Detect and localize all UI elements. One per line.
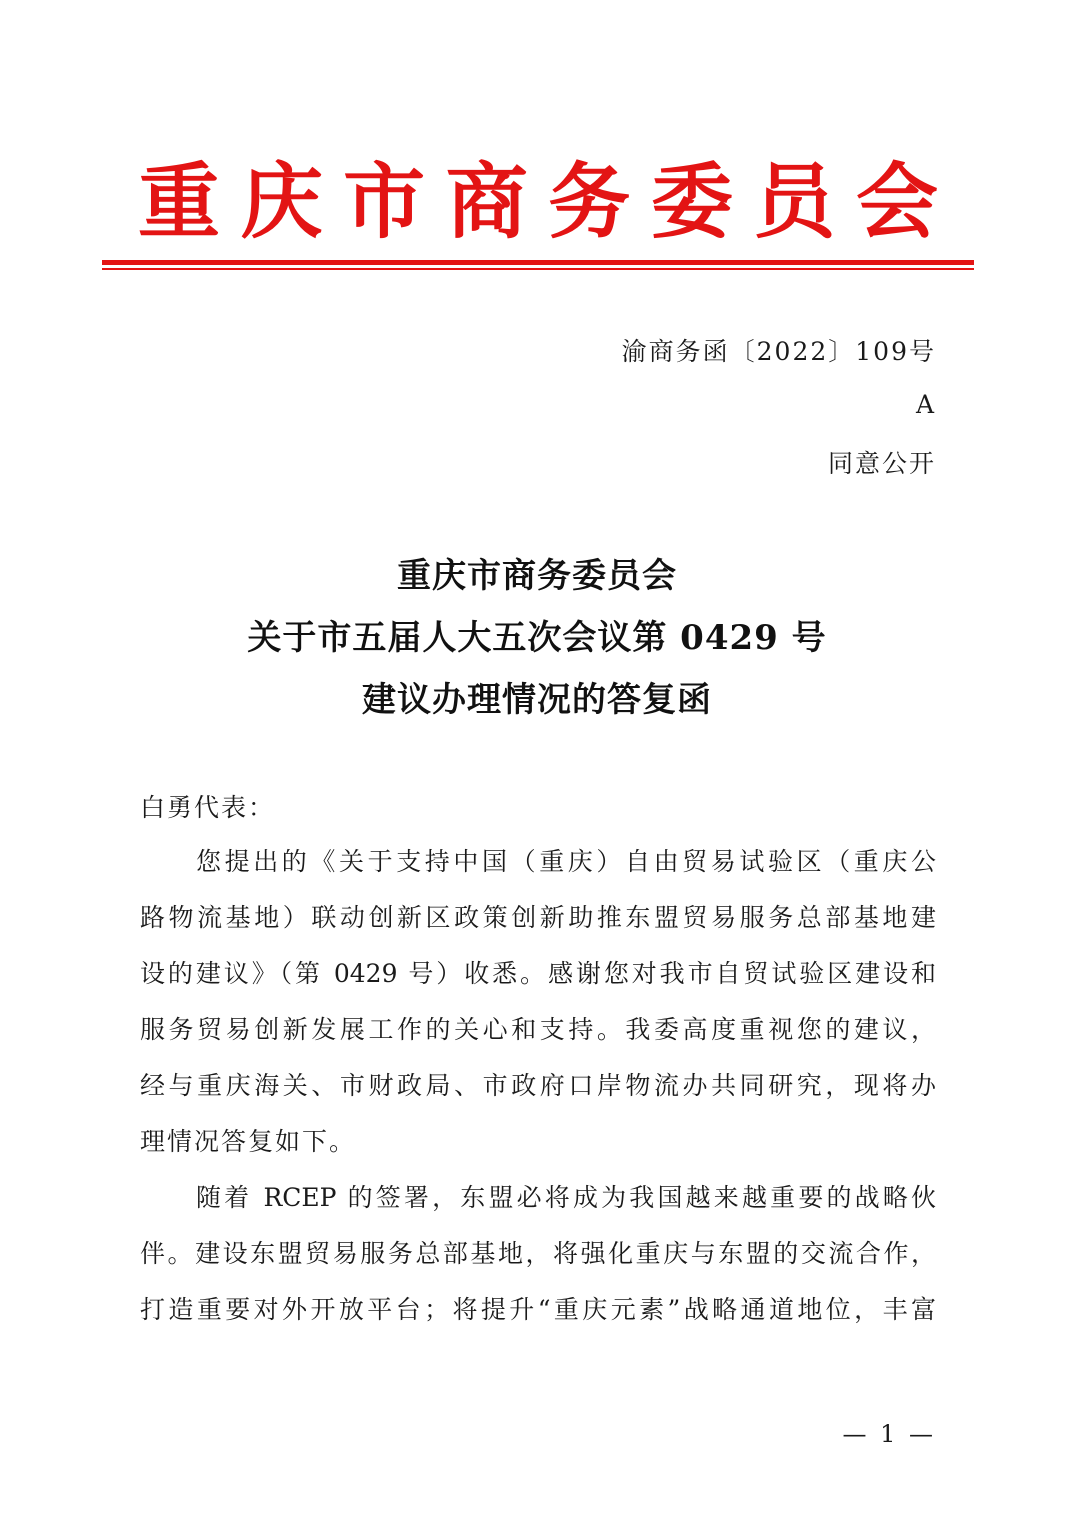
masthead-divider-thick — [102, 260, 974, 265]
body-line: 经与重庆海关、市财政局、市政府口岸物流办共同研究，现将办 — [140, 1071, 936, 1100]
masthead-divider-thin — [102, 268, 974, 270]
page-number: — 1 — — [842, 1420, 936, 1448]
salutation: 白勇代表： — [140, 793, 276, 822]
body-line: 您提出的《关于支持中国（重庆）自由贸易试验区（重庆公 — [196, 847, 936, 876]
body-line: 伴。建设东盟贸易服务总部基地，将强化重庆与东盟的交流合作， — [140, 1239, 936, 1268]
masthead-char: 务 — [548, 154, 631, 250]
body-line: 打造重要对外开放平台；将提升“重庆元素”战略通道地位，丰富 — [140, 1295, 936, 1324]
document-title-line: 建议办理情况的答复函 — [362, 680, 712, 720]
document-title-line: 关于市五届人大五次会议第 0429 号 — [247, 618, 827, 658]
body-line: 服务贸易创新发展工作的关心和支持。我委高度重视您的建议， — [140, 1015, 936, 1044]
masthead-char: 市 — [343, 154, 426, 250]
body-line: 路物流基地）联动创新区政策创新助推东盟贸易服务总部基地建 — [140, 903, 936, 932]
masthead-char: 庆 — [240, 154, 323, 250]
masthead-char: 重 — [138, 154, 221, 250]
body-line: 设的建议》（第 0429 号）收悉。感谢您对我市自贸试验区建设和 — [140, 959, 936, 988]
body-line: 理情况答复如下。 — [140, 1127, 357, 1156]
masthead-char: 委 — [650, 154, 733, 250]
body-line: 随着 RCEP 的签署，东盟必将成为我国越来越重要的战略伙 — [196, 1183, 936, 1212]
masthead-title — [138, 152, 938, 252]
masthead-char: 会 — [855, 154, 938, 250]
document-number: 渝商务函〔2022〕109号 — [621, 337, 936, 366]
masthead-char: 商 — [445, 154, 528, 250]
document-title-line: 重庆市商务委员会 — [397, 556, 677, 596]
classification-level: A — [915, 390, 936, 419]
disclosure-status: 同意公开 — [827, 449, 936, 478]
masthead-char: 员 — [753, 154, 836, 250]
